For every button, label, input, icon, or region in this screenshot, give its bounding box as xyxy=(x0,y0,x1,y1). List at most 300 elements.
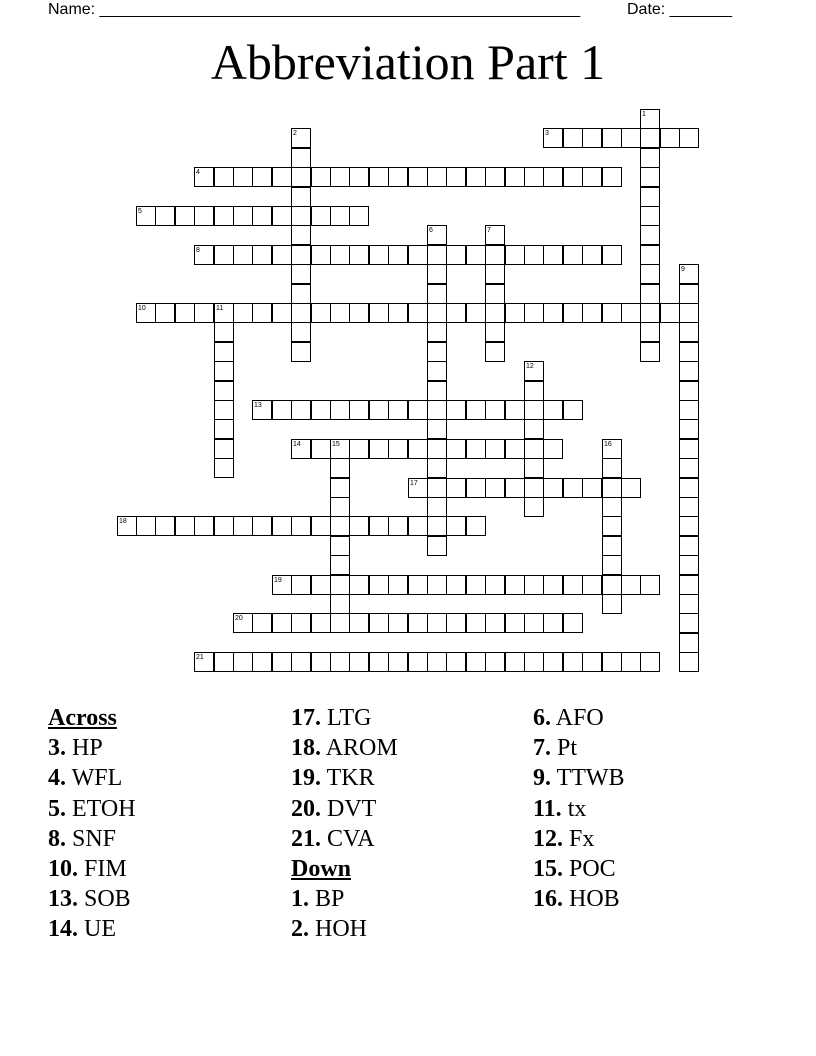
grid-cell[interactable] xyxy=(253,304,271,322)
grid-cell[interactable] xyxy=(292,188,310,206)
grid-cell[interactable] xyxy=(292,246,310,264)
grid-cell[interactable] xyxy=(544,479,562,497)
grid-cell[interactable] xyxy=(292,614,310,632)
grid-cell[interactable] xyxy=(680,634,698,652)
grid-cell[interactable] xyxy=(603,595,621,613)
grid-cell[interactable] xyxy=(583,304,601,322)
grid-cell[interactable] xyxy=(253,614,271,632)
grid-cell[interactable] xyxy=(544,653,562,671)
grid-cell[interactable] xyxy=(350,653,368,671)
grid-cell[interactable] xyxy=(292,226,310,244)
grid-cell[interactable] xyxy=(428,382,446,400)
grid-cell[interactable] xyxy=(370,517,388,535)
grid-cell[interactable] xyxy=(389,246,407,264)
grid-cell[interactable] xyxy=(486,479,504,497)
grid-cell[interactable] xyxy=(583,653,601,671)
grid-cell[interactable] xyxy=(506,401,524,419)
grid-cell[interactable] xyxy=(428,362,446,380)
grid-cell[interactable] xyxy=(428,614,446,632)
grid-cell[interactable] xyxy=(428,343,446,361)
grid-cell[interactable] xyxy=(467,168,485,186)
grid-cell[interactable] xyxy=(622,129,640,147)
grid-cell[interactable] xyxy=(544,576,562,594)
grid-cell[interactable] xyxy=(603,576,621,594)
grid-cell[interactable] xyxy=(350,401,368,419)
grid-cell[interactable] xyxy=(370,576,388,594)
grid-cell[interactable] xyxy=(331,479,349,497)
grid-cell[interactable] xyxy=(253,246,271,264)
grid-cell[interactable] xyxy=(486,285,504,303)
grid-cell[interactable] xyxy=(137,517,155,535)
grid-cell[interactable] xyxy=(428,440,446,458)
grid-cell[interactable] xyxy=(273,576,291,594)
grid-cell[interactable] xyxy=(564,168,582,186)
grid-cell[interactable] xyxy=(292,149,310,167)
grid-cell[interactable] xyxy=(292,129,310,147)
grid-cell[interactable] xyxy=(156,304,174,322)
grid-cell[interactable] xyxy=(467,479,485,497)
grid-cell[interactable] xyxy=(583,479,601,497)
grid-cell[interactable] xyxy=(428,246,446,264)
grid-cell[interactable] xyxy=(292,440,310,458)
grid-cell[interactable] xyxy=(234,614,252,632)
grid-cell[interactable] xyxy=(680,614,698,632)
grid-cell[interactable] xyxy=(486,401,504,419)
grid-cell[interactable] xyxy=(312,614,330,632)
grid-cell[interactable] xyxy=(447,479,465,497)
grid-cell[interactable] xyxy=(409,517,427,535)
grid-cell[interactable] xyxy=(215,246,233,264)
grid-cell[interactable] xyxy=(350,614,368,632)
grid-cell[interactable] xyxy=(215,323,233,341)
grid-cell[interactable] xyxy=(506,168,524,186)
grid-cell[interactable] xyxy=(292,265,310,283)
grid-cell[interactable] xyxy=(331,304,349,322)
grid-cell[interactable] xyxy=(253,517,271,535)
grid-cell[interactable] xyxy=(292,653,310,671)
grid-cell[interactable] xyxy=(467,304,485,322)
grid-cell[interactable] xyxy=(506,246,524,264)
grid-cell[interactable] xyxy=(350,207,368,225)
grid-cell[interactable] xyxy=(641,323,659,341)
grid-cell[interactable] xyxy=(253,653,271,671)
grid-cell[interactable] xyxy=(428,498,446,516)
grid-cell[interactable] xyxy=(564,479,582,497)
grid-cell[interactable] xyxy=(428,459,446,477)
grid-cell[interactable] xyxy=(331,246,349,264)
grid-cell[interactable] xyxy=(253,401,271,419)
grid-cell[interactable] xyxy=(564,653,582,671)
grid-cell[interactable] xyxy=(234,304,252,322)
grid-cell[interactable] xyxy=(486,343,504,361)
grid-cell[interactable] xyxy=(447,401,465,419)
grid-cell[interactable] xyxy=(641,110,659,128)
grid-cell[interactable] xyxy=(215,304,233,322)
grid-cell[interactable] xyxy=(215,401,233,419)
grid-cell[interactable] xyxy=(641,285,659,303)
grid-cell[interactable] xyxy=(292,168,310,186)
grid-cell[interactable] xyxy=(564,576,582,594)
grid-cell[interactable] xyxy=(467,517,485,535)
grid-cell[interactable] xyxy=(389,576,407,594)
grid-cell[interactable] xyxy=(622,479,640,497)
grid-cell[interactable] xyxy=(176,304,194,322)
grid-cell[interactable] xyxy=(273,653,291,671)
grid-cell[interactable] xyxy=(525,479,543,497)
grid-cell[interactable] xyxy=(525,304,543,322)
grid-cell[interactable] xyxy=(234,168,252,186)
grid-cell[interactable] xyxy=(680,401,698,419)
grid-cell[interactable] xyxy=(292,323,310,341)
grid-cell[interactable] xyxy=(447,246,465,264)
grid-cell[interactable] xyxy=(447,653,465,671)
grid-cell[interactable] xyxy=(544,246,562,264)
grid-cell[interactable] xyxy=(506,479,524,497)
grid-cell[interactable] xyxy=(661,129,679,147)
grid-cell[interactable] xyxy=(564,246,582,264)
grid-cell[interactable] xyxy=(680,556,698,574)
grid-cell[interactable] xyxy=(544,440,562,458)
grid-cell[interactable] xyxy=(680,595,698,613)
grid-cell[interactable] xyxy=(409,576,427,594)
grid-cell[interactable] xyxy=(215,420,233,438)
grid-cell[interactable] xyxy=(428,517,446,535)
grid-cell[interactable] xyxy=(234,517,252,535)
grid-cell[interactable] xyxy=(234,653,252,671)
grid-cell[interactable] xyxy=(370,304,388,322)
grid-cell[interactable] xyxy=(583,129,601,147)
grid-cell[interactable] xyxy=(409,304,427,322)
grid-cell[interactable] xyxy=(680,285,698,303)
grid-cell[interactable] xyxy=(215,168,233,186)
clue-down: 16. HOB xyxy=(533,886,620,913)
grid-cell[interactable] xyxy=(428,168,446,186)
grid-cell[interactable] xyxy=(622,304,640,322)
grid-cell[interactable] xyxy=(292,285,310,303)
grid-cell[interactable] xyxy=(603,168,621,186)
grid-cell[interactable] xyxy=(641,304,659,322)
grid-cell[interactable] xyxy=(680,304,698,322)
grid-cell[interactable] xyxy=(486,614,504,632)
grid-cell[interactable] xyxy=(486,576,504,594)
grid-cell[interactable] xyxy=(215,653,233,671)
grid-cell[interactable] xyxy=(661,304,679,322)
grid-cell[interactable] xyxy=(215,207,233,225)
grid-cell[interactable] xyxy=(525,246,543,264)
grid-cell[interactable] xyxy=(409,653,427,671)
grid-cell[interactable] xyxy=(389,614,407,632)
grid-cell[interactable] xyxy=(641,188,659,206)
grid-cell[interactable] xyxy=(486,653,504,671)
grid-cell[interactable] xyxy=(428,537,446,555)
grid-cell[interactable] xyxy=(331,168,349,186)
grid-cell[interactable] xyxy=(389,653,407,671)
grid-cell[interactable] xyxy=(564,401,582,419)
grid-cell[interactable] xyxy=(680,323,698,341)
grid-cell[interactable] xyxy=(389,440,407,458)
grid-cell[interactable] xyxy=(680,459,698,477)
grid-cell[interactable] xyxy=(428,653,446,671)
grid-cell[interactable] xyxy=(331,537,349,555)
grid-cell[interactable] xyxy=(331,207,349,225)
grid-cell[interactable] xyxy=(506,614,524,632)
grid-cell[interactable] xyxy=(486,323,504,341)
grid-cell[interactable] xyxy=(544,129,562,147)
grid-cell[interactable] xyxy=(603,304,621,322)
grid-cell[interactable] xyxy=(680,537,698,555)
grid-cell[interactable] xyxy=(292,576,310,594)
grid-cell[interactable] xyxy=(312,653,330,671)
grid-cell[interactable] xyxy=(118,517,136,535)
grid-cell[interactable] xyxy=(195,304,213,322)
grid-cell[interactable] xyxy=(486,304,504,322)
grid-cell[interactable] xyxy=(467,246,485,264)
grid-cell[interactable] xyxy=(603,498,621,516)
grid-cell[interactable] xyxy=(486,226,504,244)
grid-cell[interactable] xyxy=(389,304,407,322)
grid-cell[interactable] xyxy=(292,207,310,225)
grid-cell[interactable] xyxy=(215,362,233,380)
grid-cell[interactable] xyxy=(331,440,349,458)
grid-cell[interactable] xyxy=(331,614,349,632)
grid-cell[interactable] xyxy=(680,517,698,535)
grid-cell[interactable] xyxy=(195,517,213,535)
grid-cell[interactable] xyxy=(350,576,368,594)
grid-cell[interactable] xyxy=(641,265,659,283)
grid-cell[interactable] xyxy=(447,576,465,594)
grid-cell[interactable] xyxy=(583,576,601,594)
grid-cell[interactable] xyxy=(447,517,465,535)
grid-cell[interactable] xyxy=(525,440,543,458)
grid-cell[interactable] xyxy=(253,207,271,225)
grid-cell[interactable] xyxy=(176,207,194,225)
grid-cell[interactable] xyxy=(253,168,271,186)
clue-across: 4. WFL xyxy=(48,765,123,792)
grid-cell[interactable] xyxy=(641,168,659,186)
grid-cell[interactable] xyxy=(603,653,621,671)
grid-cell[interactable] xyxy=(350,517,368,535)
grid-cell[interactable] xyxy=(641,653,659,671)
grid-cell[interactable] xyxy=(331,459,349,477)
grid-cell[interactable] xyxy=(564,304,582,322)
grid-cell[interactable] xyxy=(312,576,330,594)
grid-cell[interactable] xyxy=(641,129,659,147)
grid-cell[interactable] xyxy=(428,226,446,244)
grid-cell[interactable] xyxy=(428,576,446,594)
grid-cell[interactable] xyxy=(622,653,640,671)
grid-cell[interactable] xyxy=(273,401,291,419)
grid-cell[interactable] xyxy=(312,401,330,419)
grid-cell[interactable] xyxy=(350,168,368,186)
grid-cell[interactable] xyxy=(641,207,659,225)
grid-cell[interactable] xyxy=(467,653,485,671)
grid-cell[interactable] xyxy=(156,517,174,535)
grid-cell[interactable] xyxy=(292,401,310,419)
grid-cell[interactable] xyxy=(273,304,291,322)
grid-cell[interactable] xyxy=(370,440,388,458)
grid-cell[interactable] xyxy=(312,207,330,225)
grid-cell[interactable] xyxy=(137,207,155,225)
grid-cell[interactable] xyxy=(564,129,582,147)
grid-cell[interactable] xyxy=(331,653,349,671)
grid-cell[interactable] xyxy=(544,168,562,186)
grid-cell[interactable] xyxy=(331,517,349,535)
grid-cell[interactable] xyxy=(409,246,427,264)
grid-cell[interactable] xyxy=(467,401,485,419)
grid-cell[interactable] xyxy=(409,614,427,632)
grid-cell[interactable] xyxy=(428,285,446,303)
grid-cell[interactable] xyxy=(292,517,310,535)
grid-cell[interactable] xyxy=(215,382,233,400)
grid-cell[interactable] xyxy=(331,498,349,516)
grid-cell[interactable] xyxy=(370,246,388,264)
grid-cell[interactable] xyxy=(603,556,621,574)
grid-cell[interactable] xyxy=(544,614,562,632)
grid-cell[interactable] xyxy=(312,304,330,322)
grid-cell[interactable] xyxy=(603,517,621,535)
grid-cell[interactable] xyxy=(680,343,698,361)
grid-cell[interactable] xyxy=(312,168,330,186)
grid-cell[interactable] xyxy=(215,440,233,458)
grid-cell[interactable] xyxy=(331,595,349,613)
grid-cell[interactable] xyxy=(195,207,213,225)
grid-cell[interactable] xyxy=(680,420,698,438)
grid-cell[interactable] xyxy=(467,440,485,458)
grid-cell[interactable] xyxy=(680,440,698,458)
grid-cell[interactable] xyxy=(506,440,524,458)
grid-cell[interactable] xyxy=(331,556,349,574)
grid-cell[interactable] xyxy=(389,401,407,419)
grid-cell[interactable] xyxy=(641,343,659,361)
grid-cell[interactable] xyxy=(389,168,407,186)
grid-cell[interactable] xyxy=(428,265,446,283)
grid-cell[interactable] xyxy=(680,479,698,497)
grid-cell[interactable] xyxy=(195,246,213,264)
grid-cell[interactable] xyxy=(641,576,659,594)
grid-cell[interactable] xyxy=(176,517,194,535)
grid-cell[interactable] xyxy=(312,440,330,458)
grid-cell[interactable] xyxy=(331,401,349,419)
grid-cell[interactable] xyxy=(603,459,621,477)
grid-cell[interactable] xyxy=(603,479,621,497)
grid-cell[interactable] xyxy=(603,129,621,147)
grid-cell[interactable] xyxy=(389,517,407,535)
grid-cell[interactable] xyxy=(215,343,233,361)
grid-cell[interactable] xyxy=(603,537,621,555)
grid-cell[interactable] xyxy=(312,246,330,264)
grid-cell[interactable] xyxy=(370,614,388,632)
grid-cell[interactable] xyxy=(467,576,485,594)
grid-cell[interactable] xyxy=(428,420,446,438)
grid-cell[interactable] xyxy=(525,420,543,438)
grid-cell[interactable] xyxy=(680,265,698,283)
grid-cell[interactable] xyxy=(409,479,427,497)
grid-cell[interactable] xyxy=(583,246,601,264)
grid-cell[interactable] xyxy=(409,168,427,186)
grid-cell[interactable] xyxy=(525,382,543,400)
grid-cell[interactable] xyxy=(486,246,504,264)
grid-cell[interactable] xyxy=(564,614,582,632)
grid-cell[interactable] xyxy=(525,362,543,380)
grid-cell[interactable] xyxy=(370,401,388,419)
grid-cell[interactable] xyxy=(137,304,155,322)
grid-cell[interactable] xyxy=(680,362,698,380)
grid-cell[interactable] xyxy=(583,168,601,186)
grid-cell[interactable] xyxy=(486,265,504,283)
grid-cell[interactable] xyxy=(428,304,446,322)
grid-cell[interactable] xyxy=(447,304,465,322)
grid-cell[interactable] xyxy=(273,207,291,225)
grid-cell[interactable] xyxy=(525,614,543,632)
grid-cell[interactable] xyxy=(641,246,659,264)
grid-cell[interactable] xyxy=(447,168,465,186)
grid-cell[interactable] xyxy=(525,576,543,594)
grid-cell[interactable] xyxy=(409,401,427,419)
grid-cell[interactable] xyxy=(486,440,504,458)
grid-cell[interactable] xyxy=(641,226,659,244)
grid-cell[interactable] xyxy=(506,304,524,322)
grid-cell[interactable] xyxy=(273,517,291,535)
grid-cell[interactable] xyxy=(506,653,524,671)
grid-cell[interactable] xyxy=(622,576,640,594)
grid-cell[interactable] xyxy=(525,459,543,477)
grid-cell[interactable] xyxy=(544,304,562,322)
grid-cell[interactable] xyxy=(215,459,233,477)
grid-cell[interactable] xyxy=(234,246,252,264)
grid-cell[interactable] xyxy=(215,517,233,535)
grid-cell[interactable] xyxy=(525,653,543,671)
grid-cell[interactable] xyxy=(467,614,485,632)
grid-cell[interactable] xyxy=(370,168,388,186)
grid-cell[interactable] xyxy=(486,168,504,186)
grid-cell[interactable] xyxy=(680,382,698,400)
grid-cell[interactable] xyxy=(525,498,543,516)
grid-cell[interactable] xyxy=(506,576,524,594)
grid-cell[interactable] xyxy=(234,207,252,225)
grid-cell[interactable] xyxy=(350,304,368,322)
grid-cell[interactable] xyxy=(525,401,543,419)
grid-cell[interactable] xyxy=(603,440,621,458)
grid-cell[interactable] xyxy=(428,479,446,497)
grid-cell[interactable] xyxy=(195,653,213,671)
grid-cell[interactable] xyxy=(544,401,562,419)
grid-cell[interactable] xyxy=(428,323,446,341)
grid-cell[interactable] xyxy=(641,149,659,167)
grid-cell[interactable] xyxy=(680,576,698,594)
grid-cell[interactable] xyxy=(156,207,174,225)
grid-cell[interactable] xyxy=(273,168,291,186)
grid-cell[interactable] xyxy=(331,576,349,594)
grid-cell[interactable] xyxy=(312,517,330,535)
grid-cell[interactable] xyxy=(409,440,427,458)
grid-cell[interactable] xyxy=(292,304,310,322)
grid-cell[interactable] xyxy=(370,653,388,671)
grid-cell[interactable] xyxy=(428,401,446,419)
grid-cell[interactable] xyxy=(680,498,698,516)
grid-cell[interactable] xyxy=(273,246,291,264)
grid-cell[interactable] xyxy=(273,614,291,632)
grid-cell[interactable] xyxy=(680,129,698,147)
grid-cell[interactable] xyxy=(680,653,698,671)
grid-cell[interactable] xyxy=(350,246,368,264)
grid-cell[interactable] xyxy=(195,168,213,186)
grid-cell[interactable] xyxy=(447,440,465,458)
grid-cell[interactable] xyxy=(447,614,465,632)
grid-cell[interactable] xyxy=(350,440,368,458)
grid-cell[interactable] xyxy=(603,246,621,264)
grid-cell[interactable] xyxy=(525,168,543,186)
grid-cell[interactable] xyxy=(292,343,310,361)
